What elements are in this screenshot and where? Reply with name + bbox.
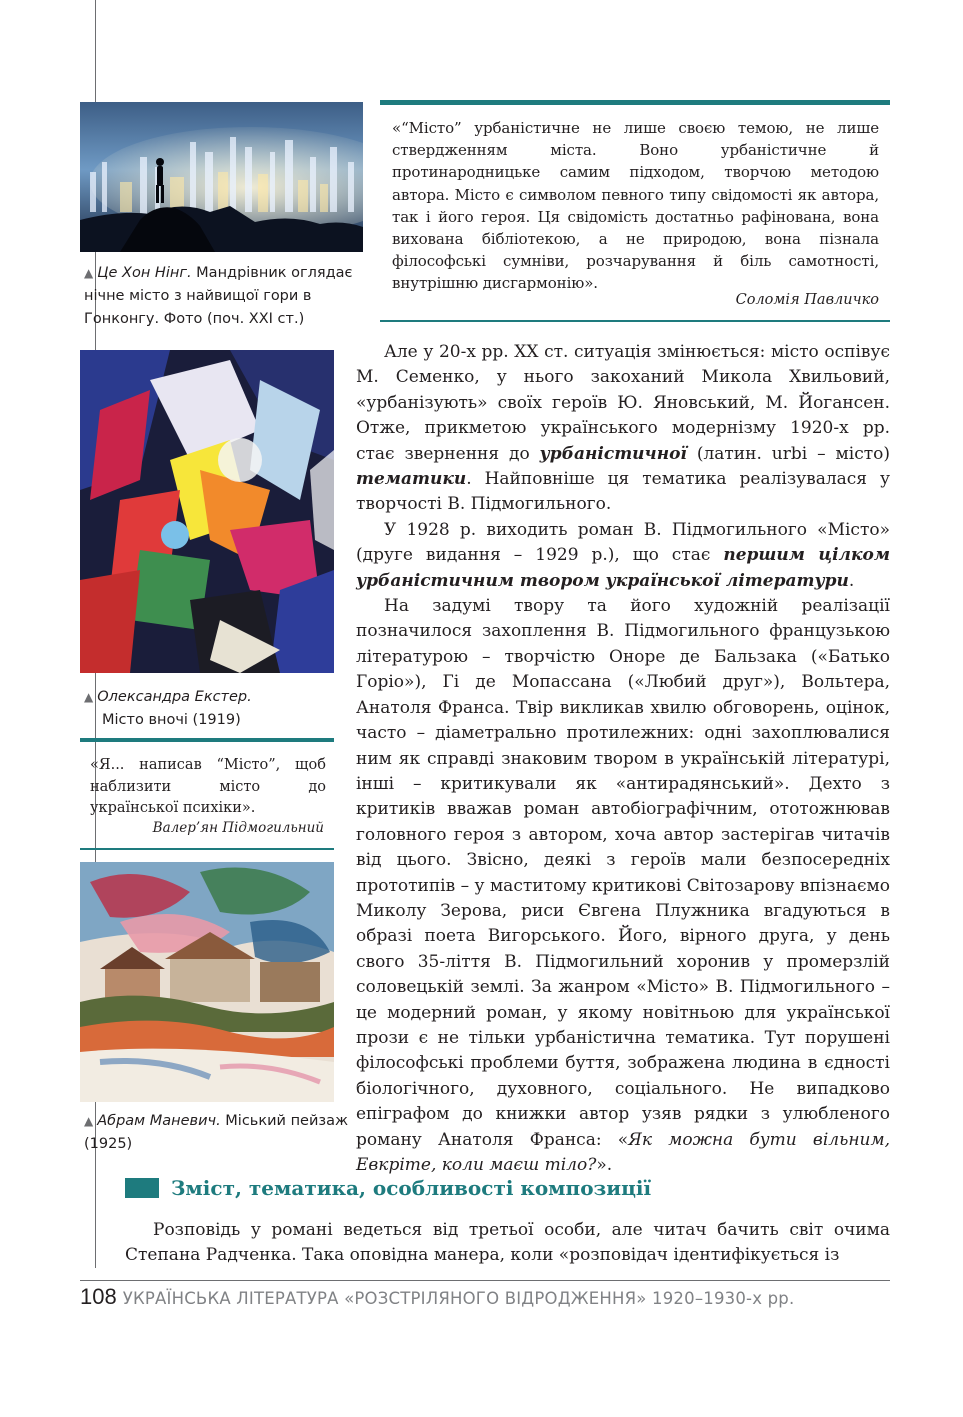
text-run: На задумі твору та його художній реалізації позначилося захоплення В. Підмогильного французькою літературою – творчістю Оноре де Бальзака («Батько Горіо»), Гі де Мопассана («Любий друг»), Вольтера, Анатоля Франса. Твір викликав хвилю обговорень, оцінок, часто – діаметрально протилежних: одні захоплювалися ним як справді знаковим твором в українській літературі, інші – критикували як «антирадянський». Дехто з критиків вважав роман автобіографічним, ототожнював головного героя з автором, хоча автор застерігав читачів від цього. Звісно, деякі з героїв мали безпосередніх прототипів – у маститому критикові Світозарову впізнаємо Миколу Зерова, риси Євгена Плужника вгадуються в образі поета Вигорського. Його, вірного друга, у день свого 35-ліття В. Підмогильний хоронив у промерзлій соловецькій землі. За жанром «Місто» В. Підмогильного – це модерний роман, у якому новітньою для української прози є не тільки урбаністична тематика. Тут порушені філософські проблеми буття, зображена людина в єдності біологічного, духовного, соціального. Не випадково епіграфом до книжки автор узяв рядки з улюбленого роману Анатоля Франса: « (356, 596, 890, 1150)
emphasis: першим цілком урбаністичним твором української літератури (356, 545, 890, 591)
running-head: УКРАЇНСЬКА ЛІТЕРАТУРА «РОЗСТРІЛЯНОГО ВІДРОДЖЕННЯ» 1920–1930-х рр. (122, 1289, 795, 1308)
emphasis: тематики (356, 469, 467, 490)
emphasis: урбаністичної (539, 443, 687, 464)
caption-author: Абрам Маневич. (97, 1113, 221, 1129)
caption-author: Олександра Екстер. (97, 689, 252, 705)
caption-text: Місто вночі (1919) (102, 712, 241, 728)
caption-exter (84, 686, 359, 732)
body-text (356, 340, 890, 1178)
quote-top-bar (80, 738, 334, 742)
triangle-icon: ▲ (84, 1114, 94, 1128)
caption-text: Міський пейзаж (1925) (84, 1113, 349, 1152)
caption-hongkong (84, 262, 359, 331)
caption-manevych (84, 1110, 359, 1156)
quote-bottom-bar (380, 320, 890, 322)
caption-text: Мандрівник оглядає нічне місто з найвищої гори в Гонконгу. Фото (поч. ХХІ ст.) (84, 265, 353, 327)
main-quote-author: Соломія Павличко (735, 292, 879, 308)
text-run: У 1928 р. виходить роман В. Підмогильного «Місто» (друге видання – 1929 р.), що стає (356, 519, 890, 566)
text-run: (латин. urbi – місто) (686, 443, 890, 464)
triangle-icon: ▲ (84, 266, 94, 280)
triangle-icon: ▲ (84, 690, 94, 704)
main-quote-box (380, 100, 890, 322)
main-quote-text: «“Місто” урбаністичне не лише своєю темою, не лише ствердженням міста. Воно урбаністичне й протинародницьке самим підходом, творчою методою автора. Місто є символом певного типу свідомості як автора, так і його героя. Ця свідомість достатньо рафінована, вона вихована бібліотекою, а не природою, вона пізнала філософські сумніви, розчарування й біль самотності, внутрішню дисгармонію». (392, 119, 879, 293)
text-run: . (848, 570, 855, 591)
side-quote-author: Валер’ян Підмогильний (152, 820, 324, 836)
text-run: . Найповніше ця тематика реалізувалася у творчості В. Підмогильного. (356, 469, 890, 515)
section-body-text (125, 1218, 890, 1269)
side-quote-text: «Я... написав “Місто”, щоб наблизити місто до української психіки». (90, 757, 326, 816)
caption-author: Це Хон Нінг. (97, 265, 192, 281)
text-run: Але у 20-х рр. ХХ ст. ситуація змінюється: місто оспівує М. Семенко, у нього закоханий Микола Хвильовий, «урбанізують» своїх героїв Ю. Яновський, М. Йогансен. Отже, прикметою українського модернізму 1920-х рр. стає звернення до (356, 342, 890, 464)
page-number: 108 (80, 1284, 117, 1309)
text-run: ». (596, 1155, 613, 1175)
hongkong-night-photo (80, 102, 363, 252)
paragraph (356, 340, 890, 518)
side-quote-box (80, 738, 334, 850)
quote-top-bar (380, 100, 890, 105)
quote-bottom-bar (80, 848, 334, 850)
epigraph-quote: Як можна бути вільним, Евкріте, коли маєш тіло? (356, 1129, 890, 1175)
footer-rule (80, 1280, 890, 1281)
paragraph (356, 518, 890, 594)
section-title: Зміст, тематика, особливості композиції (171, 1176, 652, 1200)
heading-marker (125, 1178, 159, 1198)
manevych-painting (80, 862, 334, 1102)
page-footer (80, 1284, 794, 1310)
exter-painting (80, 350, 334, 673)
paragraph (356, 594, 890, 1178)
section-heading (125, 1173, 651, 1203)
paragraph: Розповідь у романі ведеться від третьої особи, але читач бачить світ очима Степана Радченка. Така оповідна манера, коли «розповідач ідентифікується із (125, 1220, 890, 1266)
